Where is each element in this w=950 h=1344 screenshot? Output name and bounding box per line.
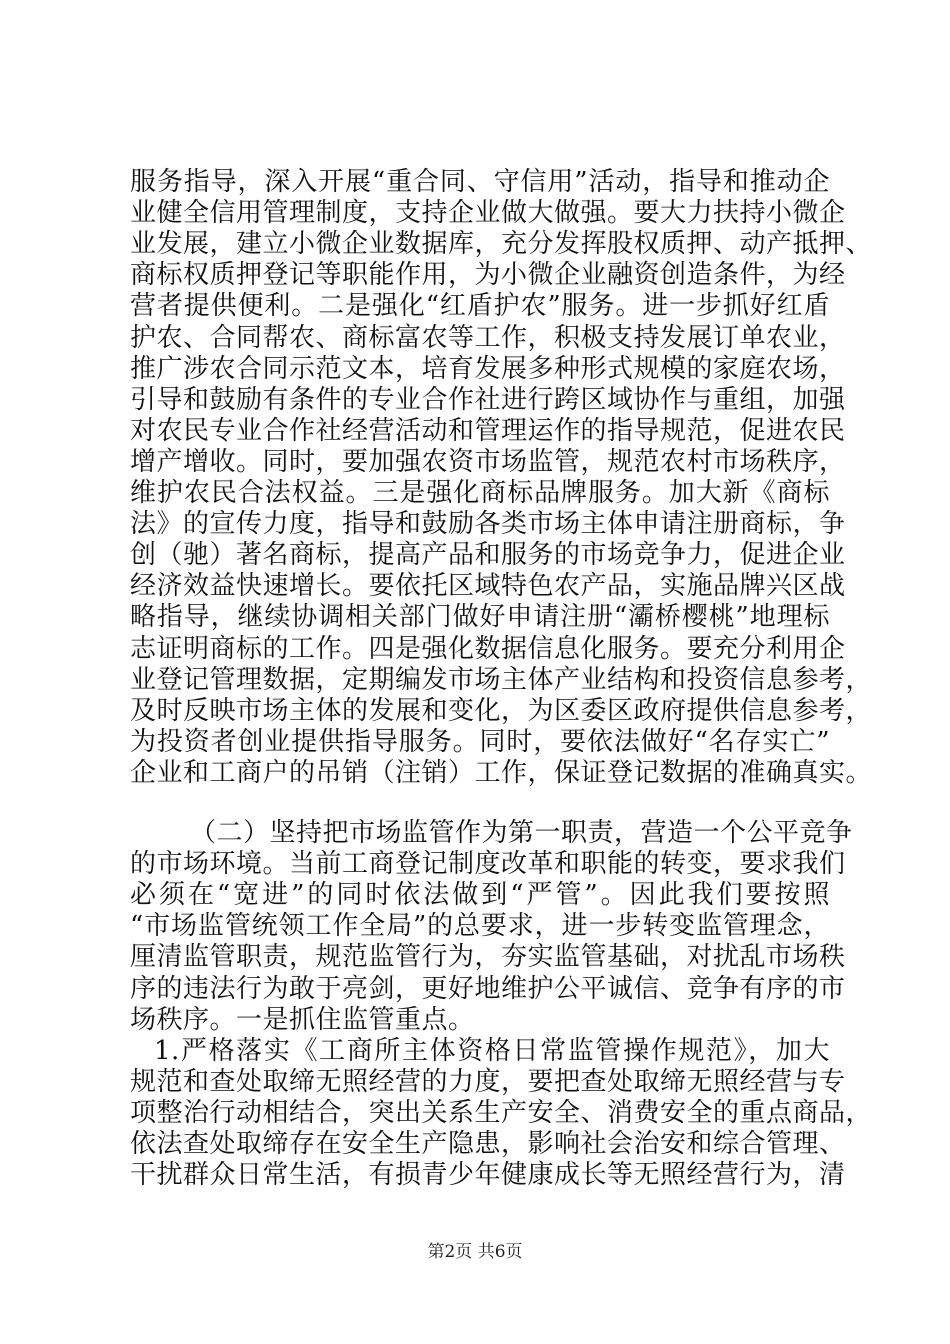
text-line: 增产增收。同时，要加强农资市场监管，规范农村市场秩序， <box>130 446 846 477</box>
text-line: 服务指导，深入开展“重合同、守信用”活动，指导和推动企 <box>130 167 830 197</box>
text-line: （二）坚持把市场监管作为第一职责，营造一个公平竞争 <box>190 818 853 848</box>
text-line: 护农、合同帮农、商标富农等工作，积极支持发展订单农业， <box>130 322 846 353</box>
text-line: 创（驰）著名商标，提高产品和服务的市场竞争力，促进企业 <box>130 540 846 571</box>
text-line: 营者提供便利。二是强化“红盾护农”服务。进一步抓好红盾 <box>130 291 830 322</box>
text-line: 经济效益快速增长。要依托区域特色农产品，实施品牌兴区战 <box>130 571 846 602</box>
text-line: 业发展，建立小微企业数据库，充分发挥股权质押、动产抵押、 <box>130 229 873 260</box>
text-line: 干扰群众日常生活，有损青少年健康成长等无照经营行为，清 <box>130 1160 846 1191</box>
text-line: 依法查处取缔存在安全生产隐患，影响社会治安和综合管理、 <box>130 1129 846 1160</box>
text-line: 的市场环境。当前工商登记制度改革和职能的转变，要求我们 <box>130 849 846 880</box>
text-line: 规范和查处取缔无照经营的力度，要把查处取缔无照经营与专 <box>130 1067 846 1098</box>
text-line: 项整治行动相结合，突出关系生产安全、消费安全的重点商品， <box>130 1098 873 1129</box>
text-line: 法》的宣传力度，指导和鼓励各类市场主体申请注册商标，争 <box>130 509 846 540</box>
text-line: 为投资者创业提供指导服务。同时，要依法做好“名存实亡” <box>130 726 830 757</box>
text-line: 引导和鼓励有条件的专业合作社进行跨区域协作与重组，加强 <box>130 384 846 415</box>
text-line: 推广涉农合同示范文本，培育发展多种形式规模的家庭农场， <box>130 353 846 384</box>
text-line: 必须在“宽进”的同时依法做到“严管”。因此我们要按照 <box>130 880 830 911</box>
text-line: 业登记管理数据，定期编发市场主体产业结构和投资信息参考， <box>130 664 873 695</box>
text-line: 序的违法行为敢于亮剑，更好地维护公平诚信、竞争有序的市 <box>130 973 846 1004</box>
text-line: 厘清监管职责，规范监管行为，夯实监管基础，对扰乱市场秩 <box>130 942 846 973</box>
text-line: “市场监管统领工作全局”的总要求，进一步转变监管理念， <box>130 911 830 942</box>
text-line: 业健全信用管理制度，支持企业做大做强。要大力扶持小微企 <box>130 198 846 229</box>
text-line: 志证明商标的工作。四是强化数据信息化服务。要充分利用企 <box>130 633 846 664</box>
text-line: 略指导，继续协调相关部门做好申请注册“灞桥樱桃”地理标 <box>130 602 830 633</box>
text-line: 商标权质押登记等职能作用，为小微企业融资创造条件，为经 <box>130 260 846 291</box>
page-number-footer: 第2页 共6页 <box>427 1242 523 1262</box>
text-line: 及时反映市场主体的发展和变化，为区委区政府提供信息参考， <box>130 695 873 726</box>
text-line: 企业和工商户的吊销（注销）工作，保证登记数据的准确真实。 <box>130 757 873 788</box>
text-line: 对农民专业合作社经营活动和管理运作的指导规范，促进农民 <box>130 415 846 446</box>
text-line: 场秩序。一是抓住监管重点。 <box>130 1004 475 1035</box>
text-line: 维护农民合法权益。三是强化商标品牌服务。加大新《商标 <box>130 478 830 508</box>
text-line: 1.严格落实《工商所主体资格日常监管操作规范》，加大 <box>154 1036 830 1066</box>
